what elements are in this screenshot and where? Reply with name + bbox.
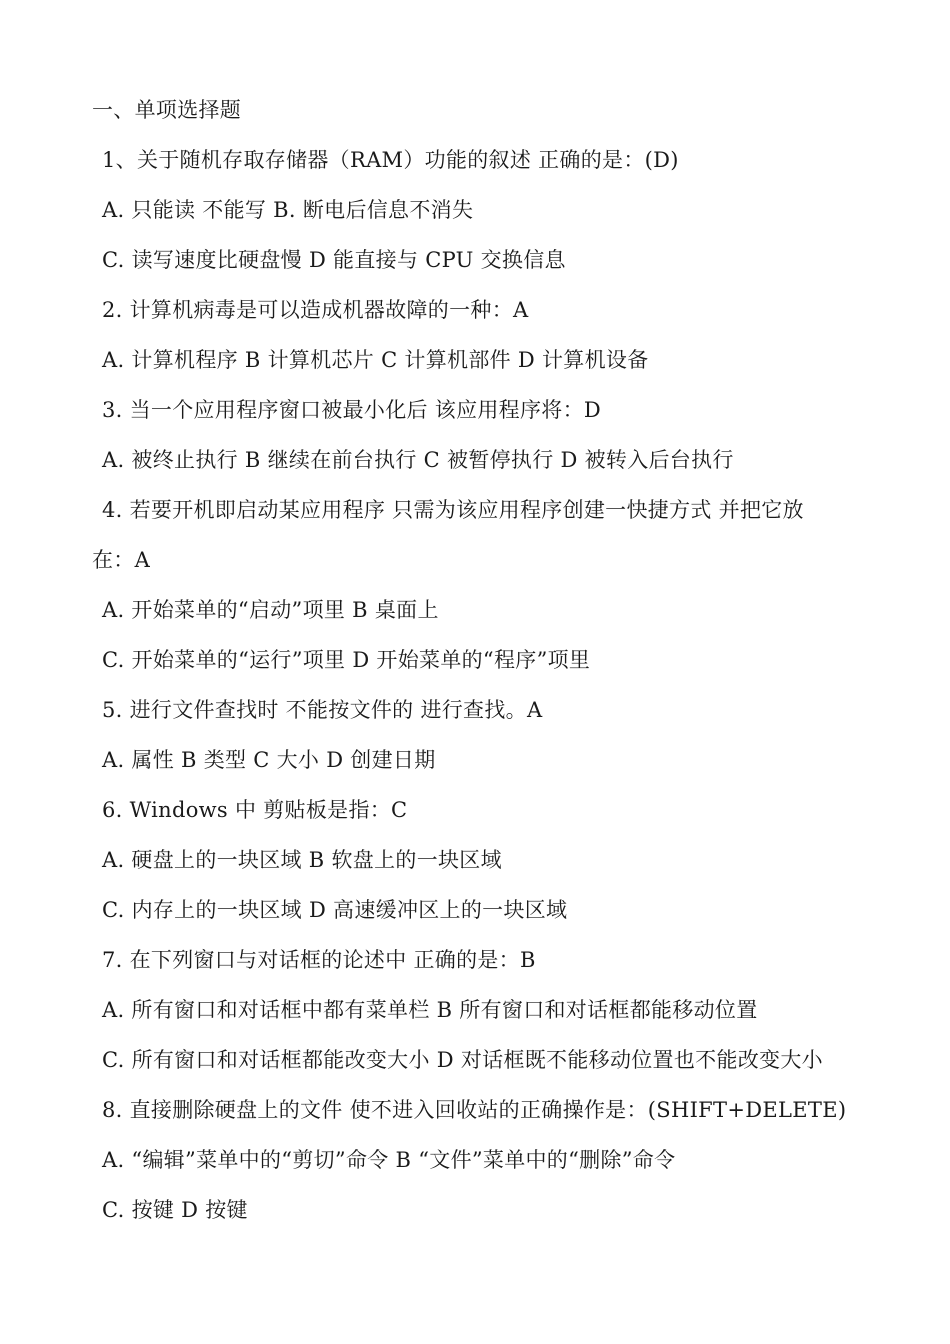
- question-6-options-cd: C. 内存上的一块区域 D 高速缓冲区上的一块区域: [102, 898, 568, 922]
- question-1-options-cd: C. 读写速度比硬盘慢 D 能直接与 CPU 交换信息: [102, 248, 566, 272]
- question-8-options-ab: A. “编辑”菜单中的“剪切”命令 B “文件”菜单中的“删除”命令: [102, 1148, 676, 1172]
- question-7-options-cd: C. 所有窗口和对话框都能改变大小 D 对话框既不能移动位置也不能改变大小: [102, 1048, 823, 1072]
- question-3-options: A. 被终止执行 B 继续在前台执行 C 被暂停执行 D 被转入后台执行: [102, 448, 734, 472]
- question-4: 4. 若要开机即启动某应用程序 只需为该应用程序创建一快捷方式 并把它放: [102, 498, 804, 522]
- question-7: 7. 在下列窗口与对话框的论述中 正确的是：B: [102, 948, 536, 972]
- question-2: 2. 计算机病毒是可以造成机器故障的一种：A: [102, 298, 529, 322]
- question-3: 3. 当一个应用程序窗口被最小化后 该应用程序将：D: [102, 398, 602, 422]
- question-7-options-ab: A. 所有窗口和对话框中都有菜单栏 B 所有窗口和对话框都能移动位置: [102, 998, 758, 1022]
- question-1-options-ab: A. 只能读 不能写 B. 断电后信息不消失: [102, 198, 474, 222]
- question-8-options-cd: C. 按键 D 按键: [102, 1198, 248, 1222]
- question-5: 5. 进行文件查找时 不能按文件的 进行查找。A: [102, 698, 543, 722]
- question-4-options-ab: A. 开始菜单的“启动”项里 B 桌面上: [102, 598, 439, 622]
- question-6: 6. Windows 中 剪贴板是指：C: [102, 798, 408, 822]
- question-2-options: A. 计算机程序 B 计算机芯片 C 计算机部件 D 计算机设备: [102, 348, 649, 372]
- question-4-continuation: 在：A: [92, 548, 151, 572]
- question-1: 1、关于随机存取存储器（RAM）功能的叙述 正确的是：(D): [102, 148, 679, 172]
- question-5-options: A. 属性 B 类型 C 大小 D 创建日期: [102, 748, 436, 772]
- section-heading: 一、单项选择题: [92, 98, 242, 122]
- question-4-options-cd: C. 开始菜单的“运行”项里 D 开始菜单的“程序”项里: [102, 648, 591, 672]
- question-8: 8. 直接删除硬盘上的文件 使不进入回收站的正确操作是：(SHIFT+DELETE): [102, 1098, 847, 1122]
- question-6-options-ab: A. 硬盘上的一块区域 B 软盘上的一块区域: [102, 848, 502, 872]
